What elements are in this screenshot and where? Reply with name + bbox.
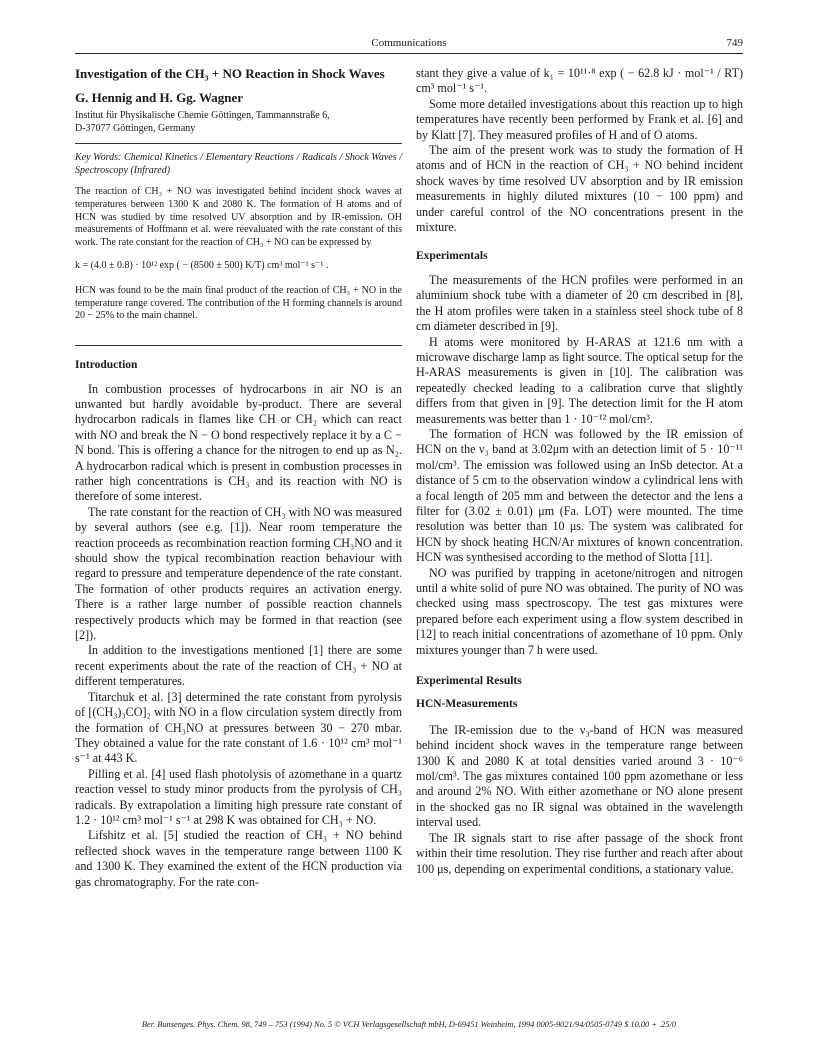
experimentals-heading: Experimentals: [416, 250, 488, 263]
abstract-text: The reaction of CH₃ + NO was investigated behind incident shock waves at temperatures between 1300 K and 2080 K. The formation of H atoms and of HCN was studied by time resolved UV absorption and by IR-emission. OH measurements of Hoffmann et al. were reevaluated with the rate constant of this work. The rate constant for the reaction of CH₃ + NO can be expressed by: [75, 186, 402, 249]
affiliation-line-1: Institut für Physikalische Chemie Göttingen, Tammannstraße 6,: [75, 110, 330, 122]
intro-paragraph: Lifshitz et al. [5] studied the reaction of CH₃ + NO behind reflected shock waves in the temperature range between 1100 K and 1300 K. They examined the extent of the HCN production via gas chromatography. For the rate con-: [75, 828, 402, 889]
intro-paragraph: In combustion processes of hydrocarbons in air NO is an unwanted but hardly avoidable by-product. There are several hydrocarbon radicals in flames like CH or CH₂ which can react with NO and break the N − O bond respectively replace it by a C − N bond. This is offering a chance for the nitrogen to end up as N₂. A hydrocarbon radical which is present in combustion processes in rather high concentrations is CH₃ and its reaction with NO is therefore of some interest.: [75, 381, 402, 504]
experimentals-paragraph: The measurements of the HCN profiles were performed in an aluminium shock tube with a diameter of 20 cm described in [8], the H atom profiles were taken in a stainless steel shock tube of 8 cm diameter described in [9].: [416, 272, 743, 334]
keywords: Key Words: Chemical Kinetics / Elementary Reactions / Radicals / Shock Waves / Spectroscopy (Infrared): [75, 152, 402, 177]
article-title: Investigation of the CH₃ + NO Reaction in Shock Waves: [75, 66, 385, 81]
running-title: Communications: [371, 37, 447, 49]
article-authors: G. Hennig and H. Gg. Wagner: [75, 90, 244, 105]
intro-paragraph: In addition to the investigations mentioned [1] there are some recent experiments about the rate of the reaction of CH₃ + NO at different temperatures.: [75, 643, 402, 689]
continuation-paragraph: The aim of the present work was to study the formation of H atoms and of HCN in the reaction of CH₃ + NO behind incident shock waves by time resolved UV absorption and by IR emission measurements in highly diluted mixtures (10 − 100 ppm) and under careful control of the NO concentrations present in the mixture.: [416, 143, 743, 235]
left-column: [75, 66, 402, 890]
abstract-conclusion: HCN was found to be the main final product of the reaction of CH₃ + NO in the temperature range covered. The contribution of the H forming channels is around 20 − 25% to the main channel.: [75, 284, 402, 322]
divider: [75, 345, 402, 346]
abstract: [75, 152, 402, 323]
results-paragraph: The IR signals start to rise after passage of the shock front within their time resolution. They rise further and reach after about 100 μs, depending on experimental conditions, a stationary value.: [416, 830, 743, 876]
continuation-paragraph: Some more detailed investigations about this reaction up to high temperatures have recently been performed by Frank et al. [6] and by Klatt [7]. They measured profiles of H and of O atoms.: [416, 96, 743, 142]
introduction-heading: Introduction: [75, 359, 138, 372]
rate-expression: k = (4.0 ± 0.8) · 10¹² exp ( − (8500 ± 500) K/T) cm³ mol⁻¹ s⁻¹ .: [75, 259, 329, 271]
results-paragraph: The IR-emission due to the ν₃-band of HCN was measured behind incident shock waves in the temperature range between 1300 K and 2080 K at total densities varied around 3 · 10⁻⁶ mol/cm³. The gas mixtures contained 100 ppm azomethane or less and around 2% NO. With either azomethane or NO alone present in the shocked gas no IR signal was obtained in the wavelength interval used.: [416, 722, 743, 830]
intro-paragraph: Titarchuk et al. [3] determined the rate constant from pyrolysis of [(CH₃)₃CO]₂ with NO in a flow circulation system directly from the formation of CH₃NO at pressures between 30 − 270 mbar. They obtained a value for the rate constant of 1.6 · 10¹² cm³ mol⁻¹ s⁻¹ at 443 K.: [75, 689, 402, 766]
page-number: 749: [726, 37, 743, 49]
right-column: [416, 66, 743, 877]
divider: [75, 143, 402, 144]
page-header: [75, 37, 743, 54]
continuation-paragraph: stant they give a value of k₁ = 10¹¹·⁸ exp ( − 62.8 kJ · mol⁻¹ / RT) cm³ mol⁻¹ s⁻¹.: [416, 66, 743, 96]
experimentals-paragraph: NO was purified by trapping in acetone/nitrogen and nitrogen until a white solid of pure NO was obtained. The purity of NO was checked using mass spectroscopy. The test gas mixtures were prepared before each experiment using a flow system described in [12] to reach initial concentrations of azomethane of 10 ppm. Only mixtures younger than 7 h were used.: [416, 565, 743, 657]
affiliation-line-2: D-37077 Göttingen, Germany: [75, 123, 196, 135]
experimentals-paragraph: The formation of HCN was followed by the IR emission of HCN on the ν₃ band at 3.02μm with an detection limit of 5 · 10⁻¹¹ mol/cm³. The emission was followed using an InSb detector. At a distance of 5 cm to the observation window a cylindrical lens with a focal length of 205 mm and between the detector and the lens a filter for (3.02 ± 0.01) μm (Fa. LOT) were mounted. The time resolution was better than 10 μs. The system was calibrated for HCN by shock heating HCN/Ar mixtures of known concentration. HCN was synthesised according to the method of Slotta [11].: [416, 426, 743, 565]
page-footer-citation: Ber. Bunsenges. Phys. Chem. 98, 749 – 753 (1994) No. 5 © VCH Verlagsgesellschaft mbH, D-69451 Weinheim, 1994 0005-9021/94/0505-0749 $ 10.00 + .25/0: [141, 1020, 677, 1029]
intro-paragraph: Pilling et al. [4] used flash photolysis of azomethane in a quartz reaction vessel to study minor products from the pyrolysis of CH₃ radicals. By extrapolation a limiting high pressure rate constant of 1.2 · 10¹² cm³ mol⁻¹ s⁻¹ at 298 K was obtained for CH₃ + NO.: [75, 766, 402, 827]
results-heading: Experimental Results: [416, 675, 522, 688]
experimentals-paragraph: H atoms were monitored by H-ARAS at 121.6 nm with a microwave discharge lamp as light source. The optical setup for the H-ARAS measurements is given in [10]. The calibration was repeatedly checked leading to a calibration curve that slightly differs from that given in [9]. The detection limit for the H atom measurements was better than 1 · 10⁻¹² mol/cm³.: [416, 334, 743, 426]
hcn-subheading: HCN-Measurements: [416, 698, 518, 711]
intro-paragraph: The rate constant for the reaction of CH₃ with NO was measured by several authors (see e.g. [1]). Near room temperature the reaction proceeds as recombination reaction forming CH₃NO and it should show the typical recombination reaction behaviour with regard to pressure and temperature dependence of the rate constant. The formation of other products requires an activation energy. There is a rather large number of possible reaction channels respectively products which may be formed in that reaction (see [2]).: [75, 504, 402, 643]
